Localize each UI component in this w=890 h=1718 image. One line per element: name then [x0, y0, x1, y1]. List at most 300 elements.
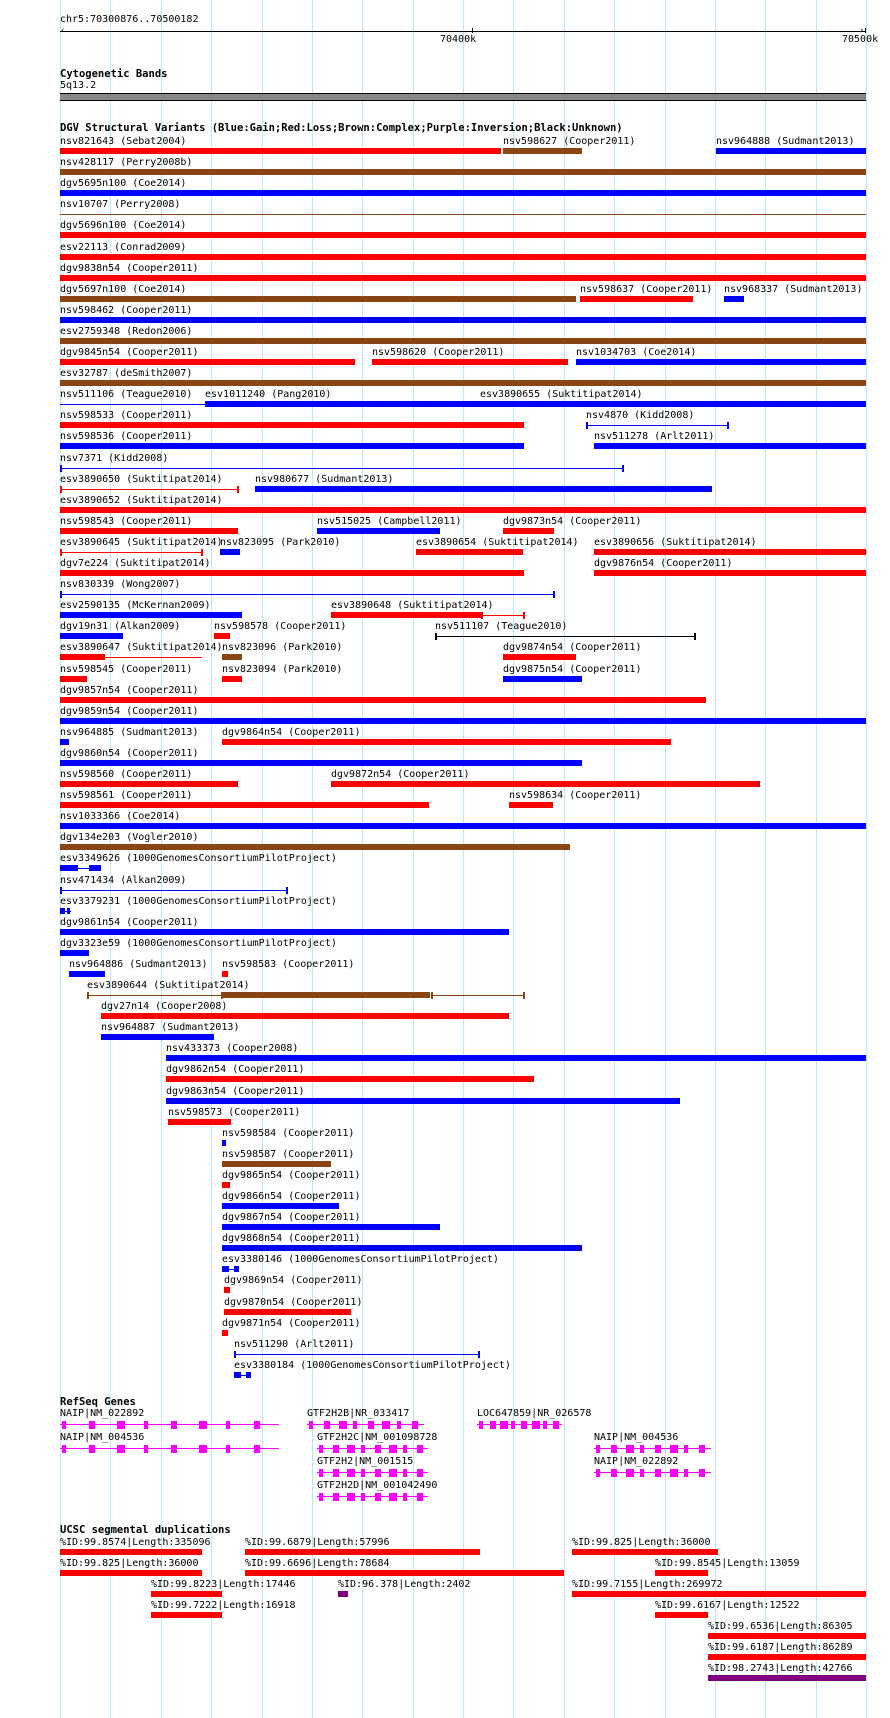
- ruler-label-70500k: 70500k: [842, 34, 879, 45]
- feature-label: esv3890652 (Suktitipat2014): [60, 495, 223, 506]
- feature-label: %ID:99.8574|Length:335096: [60, 1537, 211, 1548]
- variant-gapped-block[interactable]: [60, 865, 78, 871]
- feature-label: nsv598536 (Cooper2011): [60, 431, 193, 442]
- variant-range-cap[interactable]: [727, 422, 729, 429]
- variant-bar[interactable]: [503, 148, 582, 154]
- variant-bar[interactable]: [60, 148, 501, 154]
- variant-range[interactable]: [60, 468, 623, 469]
- gene-exon[interactable]: [319, 1445, 323, 1453]
- segdup-bar[interactable]: [572, 1591, 866, 1597]
- gene-exon[interactable]: [670, 1469, 678, 1477]
- variant-bar[interactable]: [214, 633, 230, 639]
- gene-exon[interactable]: [611, 1445, 617, 1453]
- gene-exon[interactable]: [226, 1445, 230, 1453]
- variant-bar[interactable]: [222, 1182, 230, 1188]
- segdup-bar[interactable]: [655, 1570, 708, 1576]
- variant-bar[interactable]: [724, 296, 744, 302]
- variant-bar[interactable]: [60, 422, 524, 428]
- feature-label: nsv511107 (Teague2010): [435, 621, 568, 632]
- variant-bar[interactable]: [222, 676, 242, 682]
- variant-bar[interactable]: [594, 443, 866, 449]
- gene-exon[interactable]: [62, 1421, 66, 1429]
- gene-exon[interactable]: [403, 1469, 407, 1477]
- gene-exon[interactable]: [500, 1421, 508, 1429]
- feature-label: dgv9873n54 (Cooper2011): [503, 516, 642, 527]
- variant-bar[interactable]: [60, 528, 238, 534]
- variant-bar[interactable]: [69, 971, 105, 977]
- gene-exon[interactable]: [347, 1469, 355, 1477]
- gene-exon[interactable]: [699, 1445, 705, 1453]
- variant-gapped-block[interactable]: [222, 1266, 229, 1272]
- variant-range[interactable]: [60, 594, 554, 595]
- feature-label: nsv598620 (Cooper2011): [372, 347, 505, 358]
- gene-exon[interactable]: [389, 1493, 397, 1501]
- variant-range[interactable]: [60, 890, 287, 891]
- variant-bar[interactable]: [509, 802, 553, 808]
- segdup-bar[interactable]: [708, 1654, 866, 1660]
- segdup-bar[interactable]: [338, 1591, 348, 1597]
- gene-exon[interactable]: [199, 1445, 207, 1453]
- feature-label: dgv9868n54 (Cooper2011): [222, 1233, 361, 1244]
- feature-label: %ID:99.6167|Length:12522: [655, 1600, 800, 1611]
- variant-bar[interactable]: [60, 676, 87, 682]
- feature-label: dgv134e203 (Vogler2010): [60, 832, 199, 843]
- gene-exon[interactable]: [319, 1493, 323, 1501]
- gene-exon[interactable]: [479, 1421, 483, 1429]
- gene-exon[interactable]: [521, 1421, 527, 1429]
- feature-label: nsv511106 (Teague2010): [60, 389, 193, 400]
- variant-bar[interactable]: [60, 317, 866, 323]
- feature-label: esv32787 (deSmith2007): [60, 368, 193, 379]
- variant-bar[interactable]: [60, 338, 866, 344]
- ruler-tick-70400k: [472, 28, 473, 33]
- gene-exon[interactable]: [626, 1469, 634, 1477]
- feature-label: esv3379231 (1000GenomesConsortiumPilotProject): [60, 896, 337, 907]
- variant-bar[interactable]: [60, 190, 866, 196]
- feature-label: %ID:99.825|Length:36000: [572, 1537, 711, 1548]
- variant-bar[interactable]: [331, 781, 760, 787]
- gene-exon[interactable]: [89, 1445, 95, 1453]
- feature-label: nsv823096 (Park2010): [222, 642, 343, 653]
- variant-bar[interactable]: [101, 1034, 214, 1040]
- gene-exon[interactable]: [417, 1445, 423, 1453]
- feature-label: nsv823095 (Park2010): [220, 537, 341, 548]
- gene-exon[interactable]: [699, 1469, 705, 1477]
- gene-exon[interactable]: [144, 1445, 148, 1453]
- ruler-label-70400k: 70400k: [440, 34, 477, 45]
- variant-bar[interactable]: [60, 739, 69, 745]
- feature-label: nsv964888 (Sudmant2013): [716, 136, 855, 147]
- segdup-bar[interactable]: [572, 1549, 718, 1555]
- gene-exon[interactable]: [333, 1469, 339, 1477]
- ruler-axis: [60, 31, 866, 32]
- gene-exon[interactable]: [684, 1469, 688, 1477]
- feature-label: dgv5697n100 (Coe2014): [60, 284, 187, 295]
- gene-exon[interactable]: [333, 1493, 339, 1501]
- feature-label: esv3349626 (1000GenomesConsortiumPilotProject): [60, 853, 337, 864]
- variant-range-cap[interactable]: [60, 887, 62, 894]
- gene-exon[interactable]: [62, 1445, 66, 1453]
- variant-bar[interactable]: [331, 612, 481, 618]
- gene-exon[interactable]: [375, 1445, 381, 1453]
- feature-label: dgv9838n54 (Cooper2011): [60, 263, 199, 274]
- gene-exon[interactable]: [333, 1445, 339, 1453]
- variant-range[interactable]: [586, 425, 728, 426]
- variant-range-cap[interactable]: [523, 992, 525, 999]
- gene-exon[interactable]: [655, 1469, 661, 1477]
- variant-range[interactable]: [481, 615, 523, 616]
- gene-exon[interactable]: [490, 1421, 496, 1429]
- refseq-track-title: RefSeq Genes: [60, 1396, 136, 1408]
- feature-label: esv3890656 (Suktitipat2014): [594, 537, 757, 548]
- variant-bar[interactable]: [224, 1287, 230, 1293]
- segdup-bar[interactable]: [245, 1570, 564, 1576]
- variant-gapped-block[interactable]: [89, 865, 101, 871]
- variant-bar[interactable]: [60, 718, 866, 724]
- variant-range-cap[interactable]: [435, 633, 437, 640]
- feature-label: dgv9866n54 (Cooper2011): [222, 1191, 361, 1202]
- variant-bar[interactable]: [60, 443, 524, 449]
- variant-range-cap[interactable]: [286, 887, 288, 894]
- variant-range-cap[interactable]: [478, 1351, 480, 1358]
- feature-label: esv2759348 (Redon2006): [60, 326, 193, 337]
- feature-label: nsv823094 (Park2010): [222, 664, 343, 675]
- gene-exon[interactable]: [254, 1421, 260, 1429]
- feature-label: nsv598584 (Cooper2011): [222, 1128, 355, 1139]
- variant-bar[interactable]: [60, 697, 706, 703]
- feature-label: nsv598561 (Cooper2011): [60, 790, 193, 801]
- variant-range-cap[interactable]: [481, 612, 483, 619]
- gene-exon[interactable]: [89, 1421, 95, 1429]
- gene-exon[interactable]: [361, 1445, 365, 1453]
- variant-bar[interactable]: [60, 950, 89, 956]
- feature-label: dgv27n14 (Cooper2008): [101, 1001, 228, 1012]
- variant-bar[interactable]: [60, 781, 238, 787]
- gene-exon[interactable]: [226, 1421, 230, 1429]
- variant-bar[interactable]: [594, 570, 866, 576]
- feature-label: %ID:99.6879|Length:57996: [245, 1537, 390, 1548]
- feature-label: dgv19n31 (Alkan2009): [60, 621, 181, 632]
- gene-exon[interactable]: [511, 1421, 515, 1429]
- variant-range-cap[interactable]: [523, 612, 525, 619]
- feature-label: NAIP|NM_022892: [60, 1408, 145, 1419]
- segdup-bar[interactable]: [708, 1675, 866, 1681]
- variant-bar[interactable]: [60, 169, 866, 175]
- gene-exon[interactable]: [596, 1469, 600, 1477]
- gene-exon[interactable]: [382, 1421, 390, 1429]
- variant-bar[interactable]: [222, 654, 242, 660]
- variant-bar[interactable]: [317, 528, 440, 534]
- gene-exon[interactable]: [144, 1421, 148, 1429]
- variant-range-cap[interactable]: [694, 633, 696, 640]
- feature-label: esv3890645 (Suktitipat2014): [60, 537, 223, 548]
- gene-exon[interactable]: [347, 1493, 355, 1501]
- variant-line[interactable]: [105, 657, 202, 658]
- variant-bar[interactable]: [222, 1224, 440, 1230]
- gene-exon[interactable]: [319, 1469, 323, 1477]
- variant-range-cap[interactable]: [553, 591, 555, 598]
- variant-gapped-block[interactable]: [246, 1372, 251, 1378]
- segdup-bar[interactable]: [655, 1612, 708, 1618]
- variant-bar[interactable]: [503, 654, 576, 660]
- gene-exon[interactable]: [640, 1469, 644, 1477]
- cyto-band-label: 5q13.2: [60, 80, 97, 91]
- variant-range-cap[interactable]: [234, 1351, 236, 1358]
- feature-label: nsv598578 (Cooper2011): [214, 621, 347, 632]
- gene-exon[interactable]: [640, 1445, 644, 1453]
- gene-exon[interactable]: [353, 1421, 357, 1429]
- variant-range-cap[interactable]: [431, 992, 433, 999]
- gene-exon[interactable]: [417, 1493, 423, 1501]
- gene-exon[interactable]: [361, 1469, 365, 1477]
- gene-exon[interactable]: [596, 1445, 600, 1453]
- feature-label: dgv9867n54 (Cooper2011): [222, 1212, 361, 1223]
- feature-label: nsv10707 (Perry2008): [60, 199, 181, 210]
- feature-label: esv22113 (Conrad2009): [60, 242, 187, 253]
- feature-label: nsv433373 (Cooper2008): [166, 1043, 299, 1054]
- variant-bar[interactable]: [580, 296, 693, 302]
- variant-bar[interactable]: [372, 359, 568, 365]
- variant-bar[interactable]: [220, 549, 240, 555]
- variant-bar[interactable]: [60, 507, 866, 513]
- feature-label: nsv428117 (Perry2008b): [60, 157, 193, 168]
- variant-gapped-block[interactable]: [234, 1266, 239, 1272]
- variant-bar[interactable]: [60, 612, 242, 618]
- variant-bar[interactable]: [255, 486, 712, 492]
- variant-bar[interactable]: [60, 380, 866, 386]
- feature-label: nsv515025 (Campbell2011): [317, 516, 462, 527]
- variant-range[interactable]: [234, 1354, 479, 1355]
- feature-label: GTF2H2D|NM_001042490: [317, 1480, 438, 1491]
- variant-bar[interactable]: [60, 802, 429, 808]
- variant-bar[interactable]: [60, 760, 582, 766]
- feature-label: nsv598573 (Cooper2011): [168, 1107, 301, 1118]
- cyto-band-bar[interactable]: [60, 93, 866, 101]
- gene-exon[interactable]: [670, 1445, 678, 1453]
- feature-label: dgv9845n54 (Cooper2011): [60, 347, 199, 358]
- variant-bar[interactable]: [60, 844, 570, 850]
- variant-bar[interactable]: [60, 296, 576, 302]
- variant-bar[interactable]: [416, 549, 523, 555]
- gene-exon[interactable]: [611, 1469, 617, 1477]
- segdup-bar[interactable]: [245, 1549, 480, 1555]
- gene-exon[interactable]: [339, 1421, 347, 1429]
- feature-label: dgv9871n54 (Cooper2011): [222, 1318, 361, 1329]
- gene-exon[interactable]: [375, 1469, 381, 1477]
- feature-label: %ID:99.8223|Length:17446: [151, 1579, 296, 1590]
- feature-label: dgv9857n54 (Cooper2011): [60, 685, 199, 696]
- feature-label: nsv1033366 (Coe2014): [60, 811, 181, 822]
- gene-exon[interactable]: [626, 1445, 634, 1453]
- gene-exon[interactable]: [171, 1421, 177, 1429]
- segdup-bar[interactable]: [60, 1570, 202, 1576]
- feature-label: dgv9865n54 (Cooper2011): [222, 1170, 361, 1181]
- feature-label: nsv964885 (Sudmant2013): [60, 727, 199, 738]
- feature-label: esv3890644 (Suktitipat2014): [87, 980, 250, 991]
- variant-bar[interactable]: [222, 739, 671, 745]
- gene-exon[interactable]: [375, 1493, 381, 1501]
- variant-bar[interactable]: [60, 570, 524, 576]
- variant-range-cap[interactable]: [622, 465, 624, 472]
- variant-bar[interactable]: [168, 1119, 231, 1125]
- segdup-bar[interactable]: [60, 1549, 202, 1555]
- feature-label: %ID:99.6536|Length:86305: [708, 1621, 853, 1632]
- feature-label: nsv964886 (Sudmant2013): [69, 959, 208, 970]
- feature-label: %ID:99.6187|Length:86289: [708, 1642, 853, 1653]
- variant-bar[interactable]: [60, 654, 105, 660]
- feature-label: %ID:99.7222|Length:16918: [151, 1600, 296, 1611]
- variant-bar[interactable]: [60, 275, 866, 281]
- variant-line[interactable]: [60, 404, 205, 405]
- variant-gapped-block[interactable]: [60, 908, 65, 914]
- feature-label: dgv9870n54 (Cooper2011): [224, 1297, 363, 1308]
- variant-range[interactable]: [431, 995, 524, 996]
- gene-exon[interactable]: [389, 1445, 397, 1453]
- segdup-bar[interactable]: [708, 1633, 866, 1639]
- variant-gapped-block[interactable]: [67, 908, 70, 914]
- variant-line[interactable]: [60, 214, 866, 215]
- variant-bar[interactable]: [594, 549, 866, 555]
- feature-label: esv3890647 (Suktitipat2014): [60, 642, 223, 653]
- feature-label: dgv9861n54 (Cooper2011): [60, 917, 199, 928]
- feature-label: nsv964887 (Sudmant2013): [101, 1022, 240, 1033]
- gene-exon[interactable]: [171, 1445, 177, 1453]
- variant-bar[interactable]: [480, 401, 866, 407]
- gene-exon[interactable]: [389, 1469, 397, 1477]
- feature-label: %ID:99.8545|Length:13059: [655, 1558, 800, 1569]
- gene-exon[interactable]: [553, 1421, 559, 1429]
- feature-label: dgv9862n54 (Cooper2011): [166, 1064, 305, 1075]
- variant-bar[interactable]: [205, 401, 480, 407]
- variant-bar[interactable]: [503, 676, 582, 682]
- feature-label: nsv598583 (Cooper2011): [222, 959, 355, 970]
- gene-exon[interactable]: [309, 1421, 313, 1429]
- feature-label: %ID:98.2743|Length:42766: [708, 1663, 853, 1674]
- feature-label: GTF2H2|NM_001515: [317, 1456, 414, 1467]
- variant-bar[interactable]: [60, 232, 866, 238]
- feature-label: esv2590135 (McKernan2009): [60, 600, 211, 611]
- position-label: chr5:70300876..70500182: [60, 14, 199, 25]
- gene-exon[interactable]: [368, 1421, 374, 1429]
- feature-label: dgv9872n54 (Cooper2011): [331, 769, 470, 780]
- feature-label: esv3890655 (Suktitipat2014): [480, 389, 643, 400]
- variant-range-cap[interactable]: [60, 486, 62, 493]
- gene-exon[interactable]: [347, 1445, 355, 1453]
- variant-gapped-block[interactable]: [234, 1372, 241, 1378]
- variant-bar[interactable]: [222, 1330, 228, 1336]
- variant-bar[interactable]: [222, 971, 228, 977]
- variant-bar[interactable]: [60, 633, 123, 639]
- feature-label: dgv9864n54 (Cooper2011): [222, 727, 361, 738]
- grid-line: [866, 0, 867, 1718]
- feature-label: nsv830339 (Wong2007): [60, 579, 181, 590]
- variant-range-cap[interactable]: [201, 549, 203, 556]
- gene-exon[interactable]: [117, 1421, 125, 1429]
- variant-range-cap[interactable]: [60, 465, 62, 472]
- feature-label: %ID:99.7155|Length:269972: [572, 1579, 723, 1590]
- variant-bar[interactable]: [60, 823, 866, 829]
- gene-exon[interactable]: [532, 1421, 540, 1429]
- feature-label: %ID:96.378|Length:2402: [338, 1579, 471, 1590]
- feature-label: nsv511290 (Arlt2011): [234, 1339, 355, 1350]
- feature-label: LOC647859|NR_026578: [477, 1408, 592, 1419]
- variant-bar[interactable]: [60, 254, 866, 260]
- feature-label: nsv821643 (Sebat2004): [60, 136, 187, 147]
- feature-label: dgv9860n54 (Cooper2011): [60, 748, 199, 759]
- gene-exon[interactable]: [324, 1421, 330, 1429]
- feature-label: nsv1034703 (Coe2014): [576, 347, 697, 358]
- feature-label: nsv598634 (Cooper2011): [509, 790, 642, 801]
- gene-exon[interactable]: [655, 1445, 661, 1453]
- variant-bar[interactable]: [576, 359, 866, 365]
- variant-bar[interactable]: [503, 528, 554, 534]
- gene-exon[interactable]: [254, 1445, 260, 1453]
- gene-exon[interactable]: [117, 1445, 125, 1453]
- feature-label: nsv598462 (Cooper2011): [60, 305, 193, 316]
- gene-exon[interactable]: [403, 1445, 407, 1453]
- feature-label: GTF2H2B|NR_033417: [307, 1408, 410, 1419]
- variant-range[interactable]: [60, 489, 238, 490]
- gene-exon[interactable]: [403, 1493, 407, 1501]
- variant-bar[interactable]: [222, 1161, 331, 1167]
- variant-bar[interactable]: [224, 1309, 351, 1315]
- variant-range[interactable]: [435, 636, 696, 637]
- variant-bar[interactable]: [222, 1245, 582, 1251]
- feature-label: nsv511278 (Arlt2011): [594, 431, 715, 442]
- gene-exon[interactable]: [684, 1445, 688, 1453]
- gene-exon[interactable]: [417, 1469, 423, 1477]
- gene-exon[interactable]: [543, 1421, 547, 1429]
- feature-label: GTF2H2C|NM_001098728: [317, 1432, 438, 1443]
- variant-range-cap[interactable]: [60, 591, 62, 598]
- variant-range-cap[interactable]: [60, 549, 62, 556]
- feature-label: nsv598543 (Cooper2011): [60, 516, 193, 527]
- variant-range-cap[interactable]: [237, 486, 239, 493]
- feature-label: %ID:99.6696|Length:78684: [245, 1558, 390, 1569]
- variant-range[interactable]: [60, 552, 202, 553]
- variant-bar[interactable]: [166, 1076, 534, 1082]
- variant-bar[interactable]: [716, 148, 866, 154]
- feature-label: dgv7e224 (Suktitipat2014): [60, 558, 211, 569]
- variant-bar[interactable]: [60, 359, 355, 365]
- gene-exon[interactable]: [412, 1421, 418, 1429]
- variant-range[interactable]: [87, 995, 222, 996]
- variant-bar[interactable]: [166, 1055, 866, 1061]
- variant-range-cap[interactable]: [586, 422, 588, 429]
- feature-label: esv1011240 (Pang2010): [205, 389, 332, 400]
- segdup-bar[interactable]: [151, 1591, 222, 1597]
- variant-bar[interactable]: [166, 1098, 680, 1104]
- variant-bar[interactable]: [222, 1140, 226, 1146]
- feature-label: esv3890650 (Suktitipat2014): [60, 474, 223, 485]
- feature-label: dgv9869n54 (Cooper2011): [224, 1275, 363, 1286]
- variant-bar[interactable]: [60, 929, 509, 935]
- gene-exon[interactable]: [199, 1421, 207, 1429]
- segdup-track-title: UCSC segmental duplications: [60, 1524, 231, 1536]
- variant-bar[interactable]: [222, 1203, 339, 1209]
- segdup-bar[interactable]: [151, 1612, 222, 1618]
- feature-label: nsv598560 (Cooper2011): [60, 769, 193, 780]
- variant-bar[interactable]: [101, 1013, 509, 1019]
- variant-bar[interactable]: [222, 992, 430, 998]
- variant-range-cap[interactable]: [87, 992, 89, 999]
- cyto-track-title: Cytogenetic Bands: [60, 68, 168, 80]
- feature-label: esv3380146 (1000GenomesConsortiumPilotProject): [222, 1254, 499, 1265]
- feature-label: nsv598587 (Cooper2011): [222, 1149, 355, 1160]
- ruler-right-arrow: ›: [859, 26, 865, 36]
- gene-exon[interactable]: [397, 1421, 401, 1429]
- gene-exon[interactable]: [361, 1493, 365, 1501]
